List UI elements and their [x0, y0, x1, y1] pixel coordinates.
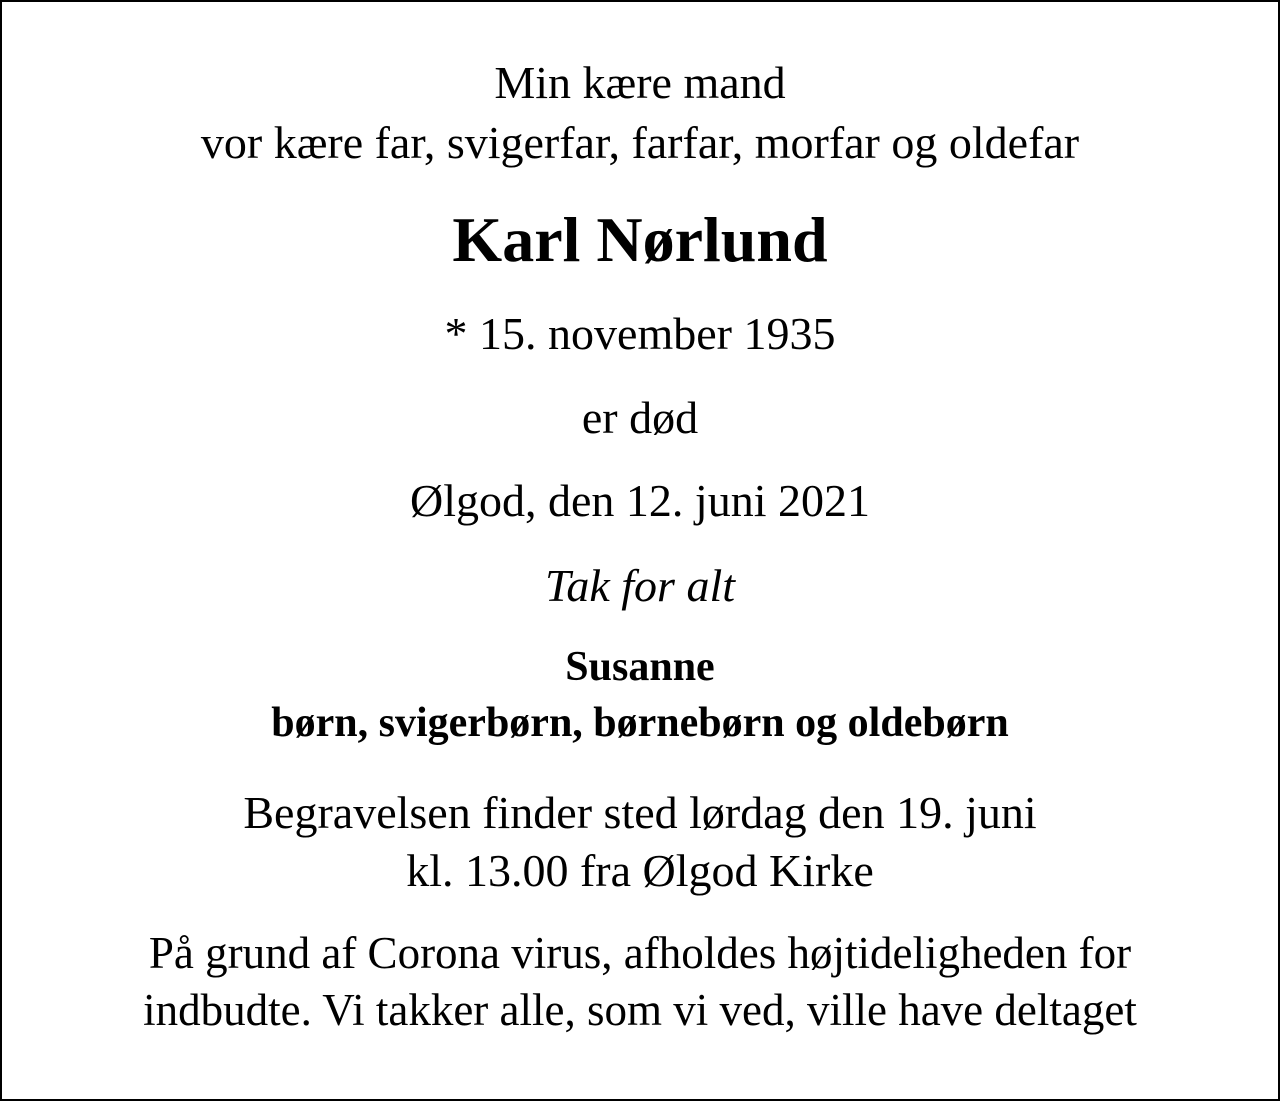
deceased-name: Karl Nørlund [452, 204, 828, 275]
death-status: er død [581, 392, 699, 443]
notice-line-1: På grund af Corona virus, afholdes højtideligheden for [148, 928, 1132, 978]
notice-line-2: indbudte. Vi takker alle, som vi ved, ville have deltaget [143, 985, 1137, 1035]
funeral-line-2: kl. 13.00 fra Ølgod Kirke [406, 845, 874, 896]
intro-line-2: vor kære far, svigerfar, farfar, morfar og oldefar [200, 117, 1080, 168]
birth-date: * 15. november 1935 [444, 308, 836, 359]
intro-line-1: Min kære mand [494, 57, 786, 108]
mourners-line-2: børn, svigerbørn, børnebørn og oldebørn [271, 700, 1009, 746]
farewell-text: Tak for alt [544, 560, 736, 611]
place-and-date: Ølgod, den 12. juni 2021 [410, 475, 870, 526]
mourners-line-1: Susanne [565, 644, 715, 690]
funeral-line-1: Begravelsen finder sted lørdag den 19. juni [243, 787, 1037, 838]
